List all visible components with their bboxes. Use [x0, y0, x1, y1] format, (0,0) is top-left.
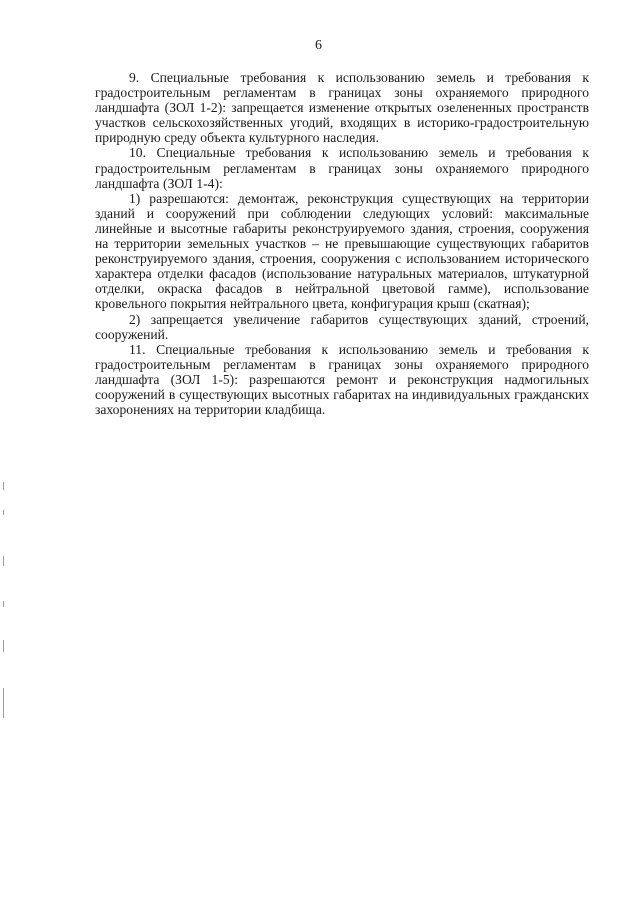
- paragraph-10-zol-1-4: 10. Специальные требования к использованию земель и требования к градостроительным регламентам в границах зоны охраняемого природного ландшафта (ЗОЛ 1-4):: [95, 145, 589, 191]
- paragraph-11-zol-1-5: 11. Специальные требования к использованию земель и требования к градостроительным регламентам в границах зоны охраняемого природного ландшафта (ЗОЛ 1-5): разрешаются ремонт и реконструкция надмогильных сооружений в существующих высотных габаритах на индивидуальных гражданских захоронениях на территории кладбища.: [95, 341, 589, 418]
- page-number: 6: [315, 38, 322, 53]
- paragraph-9-zol-1-2: 9. Специальные требования к использованию земель и требования к градостроительным регламентам в границах зоны охраняемого природного ландшафта (ЗОЛ 1-2): запрещается изменение открытых озелененных пространств участков сельскохозяйственных угодий, входящих в историко-градостроительную природную среду объекта культурного наследия.: [95, 70, 589, 146]
- document-body: [95, 70, 589, 417]
- scan-artifact: [3, 510, 4, 515]
- scan-artifact: [3, 601, 4, 607]
- scan-artifact: [3, 482, 4, 490]
- scan-artifact: [3, 688, 4, 718]
- paragraph-10-item-2-prohibited: 2) запрещается увеличение габаритов существующих зданий, строений, сооружений.: [95, 311, 589, 342]
- paragraph-10-item-1-permitted: 1) разрешаются: демонтаж, реконструкция существующих на территории зданий и сооружений при соблюдении следующих условий: максимальные линейные и высотные габариты реконструируемого здания, строения, сооружения на территории земельных участков – не превышающие существующих габаритов реконструируемого здания, строения, сооружения с использованием исторического характера отделки фасадов (использование натуральных материалов, штукатурной отделки, окраска фасадов в нейтральной цветовой гамме), использование кровельного покрытия нейтрального цвета, конфигурация крыш (скатная);: [95, 190, 589, 312]
- scan-artifact: [3, 640, 4, 652]
- scan-artifact: [3, 556, 4, 566]
